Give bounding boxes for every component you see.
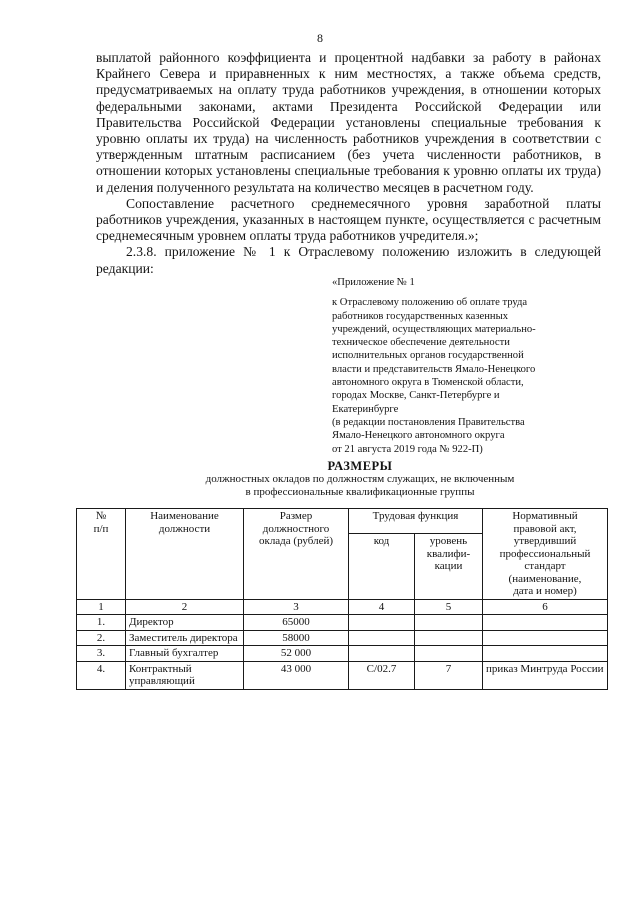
row-act <box>483 615 608 631</box>
header-num: № п/п <box>77 509 126 600</box>
column-number: 2 <box>126 599 244 615</box>
row-position: Главный бухгалтер <box>126 646 244 662</box>
row-num: 1. <box>77 615 126 631</box>
row-salary: 65000 <box>244 615 349 631</box>
table-heading: РАЗМЕРЫ <box>327 459 393 473</box>
row-act <box>483 630 608 646</box>
table-row <box>77 646 608 662</box>
body-text <box>96 50 601 277</box>
row-code <box>349 615 415 631</box>
row-position: Заместитель директора <box>126 630 244 646</box>
paragraph-1: выплатой районного коэффициента и процентной надбавки за работу в районах Крайнего Севера и приравненных к ним местностях, а также объема средств, предусматриваемых на оплату труда работников учреждения, в отношении которых федеральными законами, актами Президента Российской Федерации или Правительства Российской Федерации установлены специальные требования к уровню оплаты их труда) на численность работников учреждения в соответствии с утвержденным штатным расписанием (без учета численности работников, в отношении которых установлены специальные требования к уровню оплаты их труда) и деления полученного результата на количество месяцев в расчетном году. <box>96 50 601 195</box>
table-subheading: должностных окладов по должностям служащих, не включенным в профессиональные квалификационные группы <box>205 473 515 498</box>
paragraph-2: Сопоставление расчетного среднемесячного уровня заработной платы работников учреждения, указанных в настоящем пункте, осуществляется с расчетным среднемесячным уровнем оплаты труда работников учредителя.»; <box>96 195 601 244</box>
row-level <box>415 630 483 646</box>
column-number: 4 <box>349 599 415 615</box>
salary-table <box>76 508 608 690</box>
row-level: 7 <box>415 661 483 689</box>
column-number: 1 <box>77 599 126 615</box>
header-labor-function: Трудовая функция <box>349 509 483 534</box>
column-number: 5 <box>415 599 483 615</box>
header-name: Наименование должности <box>126 509 244 600</box>
row-salary: 43 000 <box>244 661 349 689</box>
header-salary: Размер должностного оклада (рублей) <box>244 509 349 600</box>
row-num: 4. <box>77 661 126 689</box>
row-level <box>415 646 483 662</box>
table-header-row <box>77 509 608 534</box>
column-number: 3 <box>244 599 349 615</box>
column-number: 6 <box>483 599 608 615</box>
row-salary: 52 000 <box>244 646 349 662</box>
header-normative-act: Нормативный правовой акт, утвердивший профессиональный стандарт (наименование, дата и номер) <box>483 509 608 600</box>
annex-title: «Приложение № 1 <box>332 277 415 288</box>
annex-text: к Отраслевому положению об оплате труда работников государственных казенных учреждений, осуществляющих материально- техническое обеспечение деятельности исполнительных органов государственной власти и представительств Ямало-Ненецкого автономного округа в Тюменской области, городах Москве, Санкт-Петербурге и Екатеринбурге (в редакции постановления Правительства Ямало-Ненецкого автономного округа от 21 августа 2019 года № 922-П) <box>332 297 536 455</box>
row-level <box>415 615 483 631</box>
header-code: код <box>349 534 415 599</box>
table-row <box>77 615 608 631</box>
row-num: 2. <box>77 630 126 646</box>
table-row <box>77 661 608 689</box>
row-salary: 58000 <box>244 630 349 646</box>
row-code <box>349 630 415 646</box>
row-num: 3. <box>77 646 126 662</box>
paragraph-3: 2.3.8. приложение № 1 к Отраслевому положению изложить в следующей редакции: <box>96 244 601 276</box>
column-number-row <box>77 599 608 615</box>
page-number: 8 <box>317 31 323 45</box>
row-position: Директор <box>126 615 244 631</box>
row-act <box>483 646 608 662</box>
annex-block <box>332 276 594 456</box>
header-level: уровень квалифи- кации <box>415 534 483 599</box>
row-code <box>349 646 415 662</box>
row-act: приказ Минтруда России <box>483 661 608 689</box>
table-row <box>77 630 608 646</box>
row-position: Контрактный управляющий <box>126 661 244 689</box>
row-code: С/02.7 <box>349 661 415 689</box>
